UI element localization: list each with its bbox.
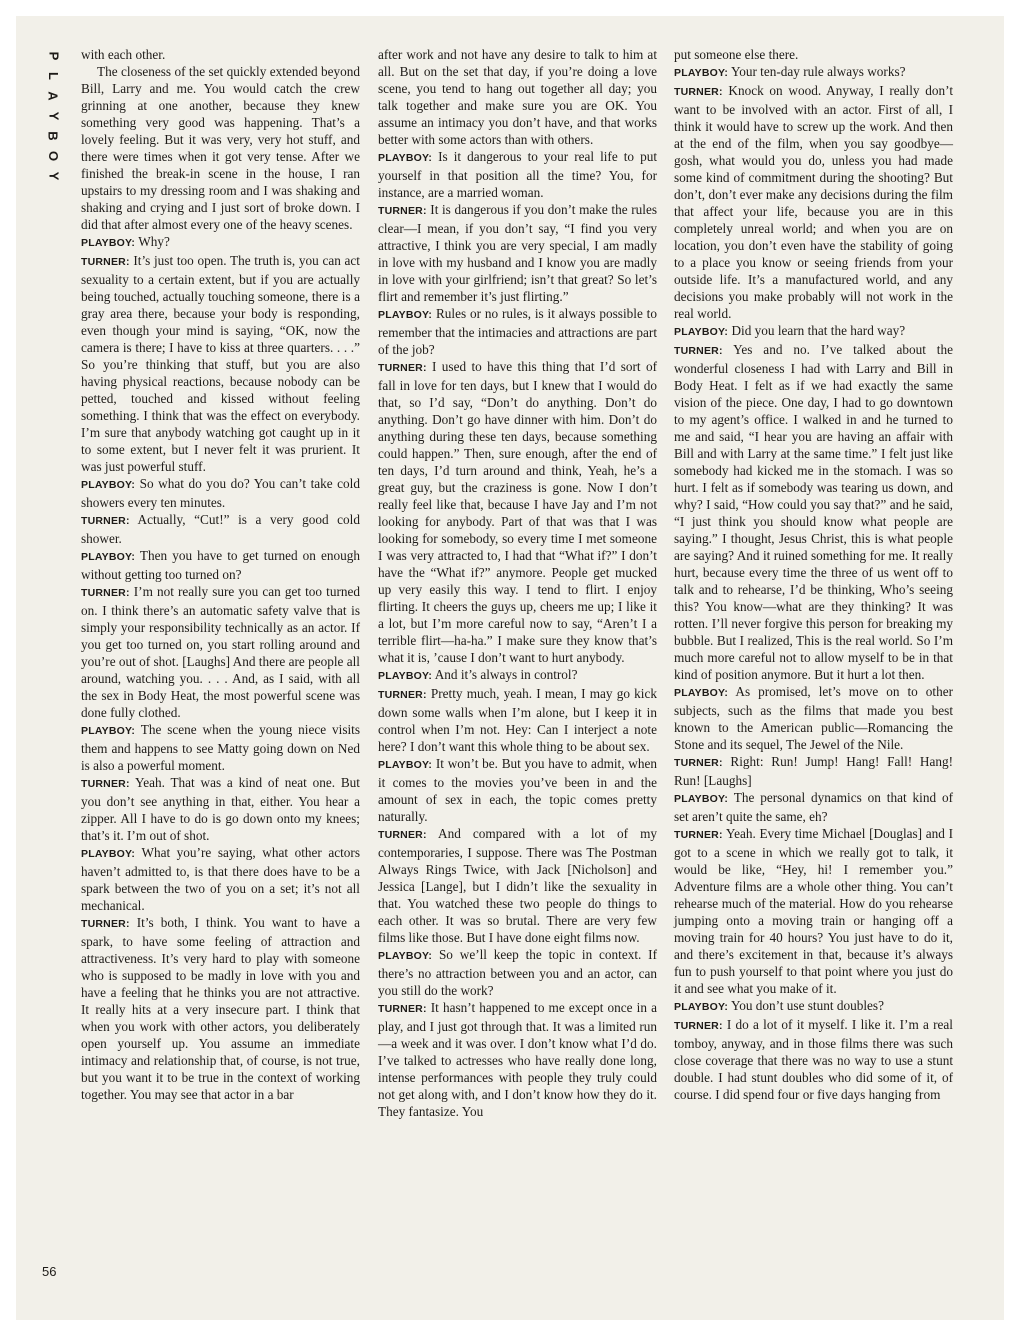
- interview-paragraph: [378, 148, 657, 201]
- speaker-label: PLAYBOY:: [81, 551, 136, 563]
- speaker-label: PLAYBOY:: [674, 1001, 729, 1013]
- speaker-label: TURNER:: [378, 829, 427, 841]
- speaker-label: TURNER:: [378, 689, 427, 701]
- interview-paragraph: [81, 475, 360, 511]
- interview-paragraph: [674, 63, 953, 82]
- paragraph-text: And it’s always in control?: [432, 667, 578, 682]
- speaker-label: TURNER:: [378, 362, 427, 374]
- speaker-label: TURNER:: [674, 345, 723, 357]
- paragraph-text: Your ten-day rule always works?: [728, 64, 906, 79]
- interview-paragraph: [674, 825, 953, 997]
- masthead-letter: Y: [45, 171, 61, 181]
- masthead-letter: A: [45, 91, 61, 101]
- interview-paragraph: [674, 322, 953, 341]
- paragraph-text: It won’t be. But you have to admit, when it comes to the movies you’ve been in and the amount of sex in each, the topic comes pretty naturally.: [378, 756, 657, 824]
- interview-paragraph: [674, 789, 953, 825]
- interview-paragraph: [81, 63, 360, 233]
- paragraph-text: put someone else there.: [674, 47, 799, 62]
- paragraph-text: The closeness of the set quickly extended beyond Bill, Larry and me. You would catch the crew grinning at one another, because they knew something very good was happening. That’s a lovely feeling. But it was very, very hot stuff, and there were times when it got very tense. After we finished the break-in scene in the house, I ran upstairs to my dressing room and I was shaking and shaking and crying and I just sort of broke down. I did that after almost every one of the heavy scenes.: [81, 64, 360, 232]
- interview-paragraph: [378, 201, 657, 305]
- speaker-label: PLAYBOY:: [81, 725, 136, 737]
- paragraph-text: And compared with a lot of my contemporaries, I suppose. There was The Postman Always Rings Twice, with Jack [Nicholson] and Jessica [Lange], but I didn’t like the sexuality in that. You watched these two people do things to each other. It was so brutal. There are very few films like those. But I have done eight films now.: [378, 826, 657, 945]
- interview-paragraph: [378, 46, 657, 148]
- magazine-page: [16, 16, 1004, 1320]
- masthead-letter: P: [45, 51, 61, 61]
- interview-paragraph: [81, 721, 360, 774]
- interview-paragraph: [81, 233, 360, 252]
- interview-paragraph: [674, 341, 953, 683]
- paragraph-text: I’m not really sure you can get too turned on. I think there’s an automatic safety valve that is simply your responsibility technically as an actor. If you get too turned on, you start rolling around and you’re out of shot. [Laughs] And there are people all around, watching you. . . . And, as I said, with all the sex in Body Heat, the most powerful scene was done fully clothed.: [81, 584, 360, 720]
- speaker-label: PLAYBOY:: [674, 793, 729, 805]
- interview-paragraph: [81, 914, 360, 1103]
- speaker-label: TURNER:: [81, 778, 130, 790]
- interview-paragraph: [378, 666, 657, 685]
- interview-paragraph: [674, 997, 953, 1016]
- paragraph-text: What you’re saying, what other actors haven’t admitted to, is that there does have to be a spark between the two of you on a set; it’s not all mechanical.: [81, 845, 360, 913]
- speaker-label: PLAYBOY:: [674, 67, 729, 79]
- paragraph-text: It’s both, I think. You want to have a spark, to have some feeling of attraction and attractiveness. It’s very hard to play with someone who is supposed to be madly in love with you and have a feeling that he thinks you are not attractive. It really hits at a very insecure part. I think that when you work with other actors, you deliberately open yourself up. You assume an immediate intimacy and relationship that, of course, is not true, but you want it to be true in the context of working together. You may see that actor in a bar: [81, 915, 360, 1102]
- interview-paragraph: [674, 683, 953, 753]
- speaker-label: PLAYBOY:: [378, 670, 433, 682]
- text-column-2: [378, 46, 657, 1120]
- speaker-label: TURNER:: [81, 515, 130, 527]
- speaker-label: PLAYBOY:: [378, 950, 433, 962]
- paragraph-text: Then you have to get turned on enough without getting too turned on?: [81, 548, 360, 582]
- paragraph-text: So what do you do? You can’t take cold showers every ten minutes.: [81, 476, 360, 510]
- interview-paragraph: [81, 774, 360, 844]
- masthead-letter: L: [45, 72, 61, 80]
- speaker-label: PLAYBOY:: [81, 237, 136, 249]
- interview-paragraph: [378, 755, 657, 825]
- page-number: 56: [42, 1264, 57, 1279]
- paragraph-text: Pretty much, yeah. I mean, I may go kick down some walls when I’m alone, but I keep it in control when I’m not. Hey: Can I interject a note here? I don’t want this whole thing to be about sex.: [378, 686, 657, 754]
- speaker-label: PLAYBOY:: [81, 848, 136, 860]
- interview-paragraph: [674, 82, 953, 322]
- interview-paragraph: [378, 305, 657, 358]
- paragraph-text: I used to have this thing that I’d sort of fall in love for ten days, but I knew that I would do that, so I’d say, “Don’t do anything. Don’t do anything. Don’t go have dinner with him. Don’t do anything during these ten days, because something could happen.” Then, sure enough, after the end of ten days, I’d turn around and think, Yeah, he’s a great guy, but the craziness is gone. Now I don’t really feel like that, because I have Jay and I’m not looking for anybody. Part of that was that I was looking for somebody, so every time I met someone I was very attracted to, I had that “What if?” I don’t have the “What if?” anymore. People get mucked up very easily this way. I tend to flirt. I enjoy flirting. It cheers the guys up, cheers me up; I like it a lot, but I’m more careful now to say, “Aren’t I a terrible flirt—ha-ha.” I make sure they know that’s what it is, ’cause I don’t want to hurt anybody.: [378, 359, 657, 665]
- interview-paragraph: [378, 999, 657, 1120]
- paragraph-text: with each other.: [81, 47, 166, 62]
- speaker-label: TURNER:: [378, 1003, 427, 1015]
- speaker-label: PLAYBOY:: [674, 687, 729, 699]
- paragraph-text: As promised, let’s move on to other subjects, such as the films that made you best known to the American public—Romancing the Stone and its sequel, The Jewel of the Nile.: [674, 684, 953, 752]
- interview-paragraph: [81, 511, 360, 547]
- text-column-1: [81, 46, 360, 1103]
- paragraph-text: Is it dangerous to your real life to put yourself in that position all the time? You, for instance, are a married woman.: [378, 149, 657, 200]
- paragraph-text: Did you learn that the hard way?: [728, 323, 906, 338]
- paragraph-text: Knock on wood. Anyway, I really don’t want to be involved with an actor. First of all, I think it would have to screw up the work. And then at the end of the film, when you say goodbye—gosh, what would you do, unless you had made some kind of commitment during the shooting? But don’t, don’t ever make any decisions during the film that affect your life, because you are in this completely unreal world; and when you are on location, you don’t even have the stability of going to a place you know or seeing friends from your outside life. It’s a manufactured world, and any decisions you make probably will not work in the real world.: [674, 83, 953, 321]
- paragraph-text: It hasn’t happened to me except once in a play, and I just got through that. It was a limited run—a week and it was over. I don’t know what I’d do. I’ve talked to actresses who have really done long, intense performances with people they truly could not get along with, and I don’t know how they do it. They fantasize. You: [378, 1000, 657, 1119]
- interview-paragraph: [81, 583, 360, 721]
- paragraph-text: Rules or no rules, is it always possible to remember that the intimacies and attractions are part of the job?: [378, 306, 657, 357]
- paragraph-text: So we’ll keep the topic in context. If there’s no attraction between you and an actor, can you still do the work?: [378, 947, 657, 998]
- paragraph-text: Yeah. Every time Michael [Douglas] and I got to a scene in which we really got to talk, it would be like, “Hey, hi! I remember you.” Adventure films are a whole other thing. You can’t rehearse much of the material. How do you rehearse jumping onto a moving train or hanging off a moving train for 40 hours? You just have to do it, and there’s excitement in that, because it’s always fun to push yourself to that point where you just do it and see what you make of it.: [674, 826, 953, 996]
- interview-paragraph: [378, 685, 657, 755]
- paragraph-text: Right: Run! Jump! Hang! Fall! Hang! Run! [Laughs]: [674, 754, 953, 788]
- interview-paragraph: [81, 844, 360, 914]
- speaker-label: PLAYBOY:: [674, 326, 729, 338]
- interview-paragraph: [674, 46, 953, 63]
- paragraph-text: It is dangerous if you don’t make the rules clear—I mean, if you don’t say, “I find you very attractive, I think you are very special, I am madly in love with my husband and I know you are madly in love with your girlfriend; isn’t that great? So let’s flirt and remember it’s just flirting.”: [378, 202, 657, 304]
- paragraph-text: Actually, “Cut!” is a very good cold shower.: [81, 512, 360, 546]
- interview-paragraph: [378, 825, 657, 946]
- interview-paragraph: [674, 1016, 953, 1103]
- paragraph-text: Why?: [135, 234, 170, 249]
- paragraph-text: after work and not have any desire to talk to him at all. But on the set that day, if you’re doing a love scene, you tend to hang out together all day; you talk together and make sure you are OK. You assume an intimacy you don’t have, and that works better with some actors than with others.: [378, 47, 657, 147]
- interview-paragraph: [674, 753, 953, 789]
- paragraph-text: The scene when the young niece visits them and happens to see Matty going down on Ned is also a powerful moment.: [81, 722, 360, 773]
- speaker-label: PLAYBOY:: [378, 309, 433, 321]
- masthead-letter: B: [45, 131, 61, 141]
- interview-paragraph: [81, 252, 360, 475]
- paragraph-text: The personal dynamics on that kind of set aren’t quite the same, eh?: [674, 790, 953, 824]
- speaker-label: TURNER:: [674, 1020, 723, 1032]
- masthead-letter: Y: [45, 111, 61, 121]
- paragraph-text: Yes and no. I’ve talked about the wonderful closeness I had with Larry and Bill in Body Heat. I felt as if we had exactly the same vision of the piece. One day, I had to go downtown to my agent’s office. I walked in and he turned to me and said, “I hear you are having an affair with Bill and with Larry at the same time.” I felt just like somebody had kicked me in the stomach. I was so hurt. I felt as if somebody was tearing us down, and why? I said, “How could you say that?” and he said, “I just think you should know what people are saying.” I thought, Jesus Christ, this is what people are saying? And it ruined something for me. It really hurt, because every time the three of us went off to talk and to rehearse, I’d be thinking, Who’s seeing this? You know—what are they thinking? It was rotten. I’ll never forgive this person for breaking my bubble. But I realized, This is the real world. So I’m much more careful not to allow myself to be in that kind of position anymore. But it hurt a lot then.: [674, 342, 953, 682]
- speaker-label: TURNER:: [81, 918, 130, 930]
- paragraph-text: I do a lot of it myself. I like it. I’m a real tomboy, anyway, and in those films there was such close coverage that there was no way to use a stunt double. I had stunt doubles who did some of it, of course. I did spend four or five days hanging from: [674, 1017, 953, 1102]
- text-column-3: [674, 46, 953, 1103]
- speaker-label: TURNER:: [378, 205, 427, 217]
- speaker-label: PLAYBOY:: [378, 759, 433, 771]
- speaker-label: PLAYBOY:: [378, 152, 433, 164]
- paragraph-text: It’s just too open. The truth is, you can act sexuality to a certain extent, but if you are actually being touched, actually touching someone, there is a gray area there, because your body is responding, even though your mind is saying, “OK, now the camera is there; I have to kiss at three quarters. . . .” So you’re thinking that stuff, but you are also having physical reactions, because nobody can be petted, touched and kissed without feeling something. I think that was the effect on everybody. I’m sure that anybody watching got caught up in it to some extent, but I never felt it was prurient. It was just powerful stuff.: [81, 253, 360, 474]
- masthead-letter: O: [46, 150, 61, 162]
- speaker-label: TURNER:: [674, 757, 723, 769]
- speaker-label: TURNER:: [674, 86, 723, 98]
- speaker-label: TURNER:: [81, 256, 130, 268]
- speaker-label: TURNER:: [81, 587, 130, 599]
- paragraph-text: Yeah. That was a kind of neat one. But you don’t see anything in that, either. You hear a zipper. All I have to do is go down onto my knees; that’s it. I’m out of shot.: [81, 775, 360, 843]
- interview-paragraph: [378, 946, 657, 999]
- masthead-logo: [42, 46, 64, 186]
- speaker-label: PLAYBOY:: [81, 479, 136, 491]
- paragraph-text: You don’t use stunt doubles?: [728, 998, 884, 1013]
- interview-paragraph: [81, 46, 360, 63]
- speaker-label: TURNER:: [674, 829, 723, 841]
- interview-paragraph: [81, 547, 360, 583]
- interview-paragraph: [378, 358, 657, 666]
